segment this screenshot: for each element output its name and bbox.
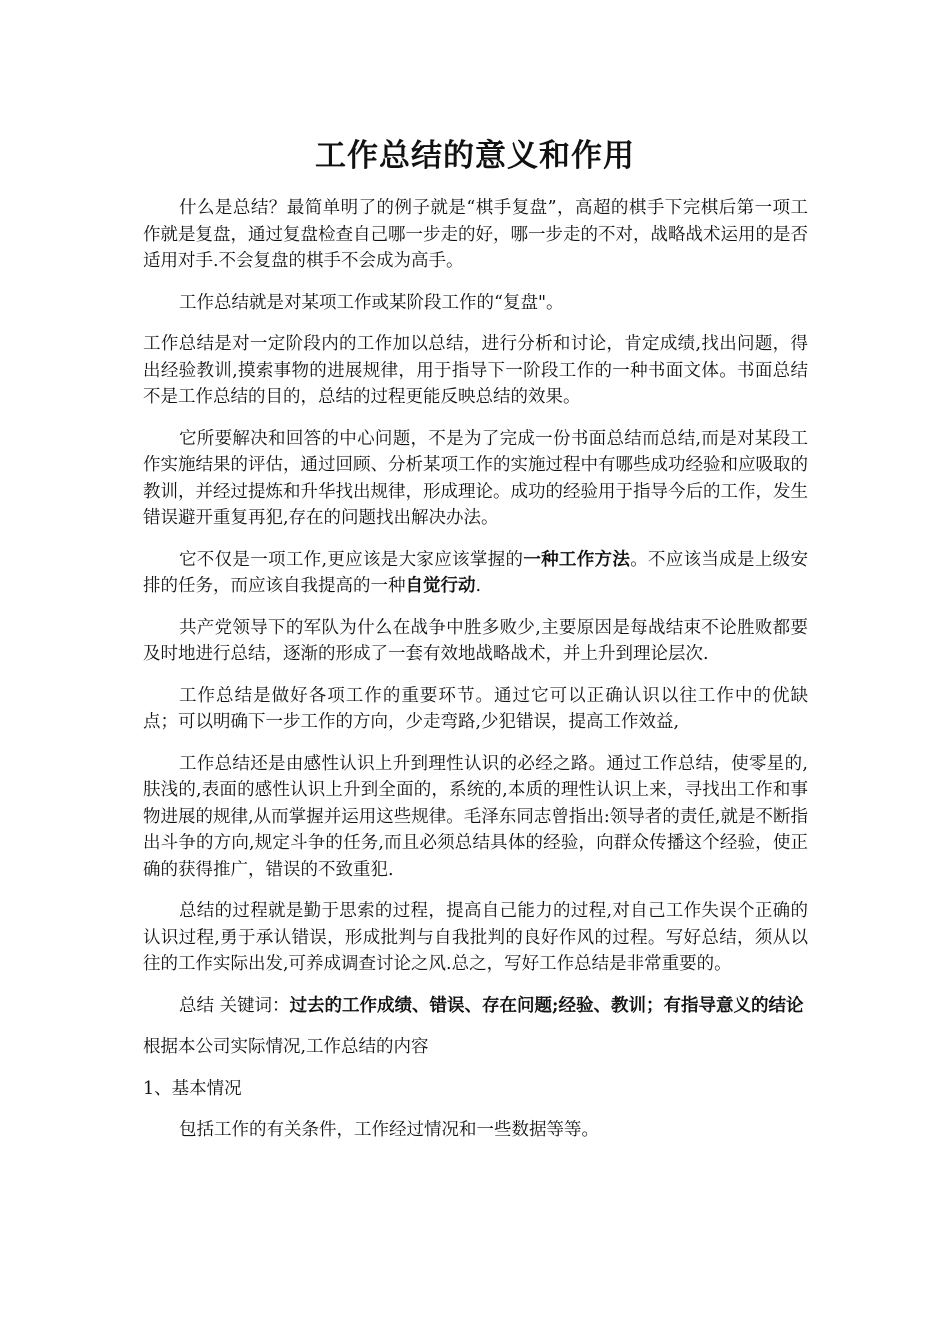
paragraph-basic-situation: 包括工作的有关条件，工作经过情况和一些数据等等。 <box>179 1120 599 1140</box>
bold-text: 自觉行动 <box>405 576 476 596</box>
paragraph-what-is-summary: 什么是总结？最简单明了的例子就是“棋手复盘”，高超的棋手下完棋后第一项工作就是复盘，通过复盘检查自己哪一步走的好，哪一步走的不对，战略战术运用的是否适用对手.不会复盘的棋手不会成为高手。 <box>143 198 808 271</box>
page-title: 工作总结的意义和作用 <box>315 138 635 174</box>
paragraph-summary-definition: 工作总结是对一定阶段内的工作加以总结，进行分析和讨论，肯定成绩,找出问题，得出经验教训,摸索事物的进展规律，用于指导下一阶段工作的一种书面文体。书面总结不是工作总结的目的，总结的过程更能反映总结的效果。 <box>143 334 808 407</box>
text-span: 它不仅是一项工作,更应该是大家应该掌握的 <box>179 549 524 570</box>
paragraph-content-intro: 根据本公司实际情况,工作总结的内容 <box>143 1037 429 1057</box>
document-body <box>143 195 808 1159</box>
keywords-label: 总结 关键词： <box>179 995 290 1016</box>
text-span: 。不应该当成是上级安排的任务，而应该自我提高的一种 <box>143 549 808 596</box>
paragraph-central-question: 它所要解决和回答的中心问题，不是为了完成一份书面总结而总结,而是对某段工作实施结果的评估，通过回顾、分析某项工作的实施过程中有哪些成功经验和应吸取的教训，并经过提炼和升华找出规律，形成理论。成功的经验用于指导今后的工作，发生错误避开重复再犯,存在的问题找出解决办法。 <box>143 428 808 528</box>
paragraph-army-example: 共产党领导下的军队为什么在战争中胜多败少,主要原因是每战结束不论胜败都要及时地进行总结，逐渐的形成了一套有效地战略战术，并上升到理论层次. <box>143 617 808 664</box>
paragraph-work-method <box>143 547 808 600</box>
paragraph-important-link: 工作总结是做好各项工作的重要环节。通过它可以正确认识以往工作中的优缺点；可以明确下一步工作的方向，少走弯路,少犯错误，提高工作效益, <box>143 685 808 732</box>
paragraph-review-definition: 工作总结就是对某项工作或某阶段工作的“复盘"。 <box>179 292 564 313</box>
paragraph-keywords <box>143 993 808 1020</box>
text-span: . <box>475 576 482 596</box>
section-heading-basic-situation: 1、基本情况 <box>143 1078 242 1099</box>
paragraph-perceptual-to-rational: 工作总结还是由感性认识上升到理性认识的必经之路。通过工作总结，使零星的,肤浅的,表面的感性认识上升到全面的，系统的,本质的理性认识上来，寻找出工作和事物进展的规律,从而掌握并运用这些规律。毛泽东同志曾指出:领导者的责任,就是不断指出斗争的方向,规定斗争的任务,而且必须总结具体的经验，向群众传播这个经验，使正确的获得推广，错误的不致重犯. <box>143 753 808 880</box>
bold-text: 一种工作方法 <box>523 549 631 570</box>
paragraph-thinking-process: 总结的过程就是勤于思索的过程，提高自己能力的过程,对自己工作失误个正确的认识过程,勇于承认错误，形成批判与自我批判的良好作风的过程。写好总结，须从以往的工作实际出发,可养成调查讨论之风.总之，写好工作总结是非常重要的。 <box>143 901 808 974</box>
keywords-text: 过去的工作成绩、错误、存在问题;经验、教训；有指导意义的结论 <box>289 995 804 1016</box>
